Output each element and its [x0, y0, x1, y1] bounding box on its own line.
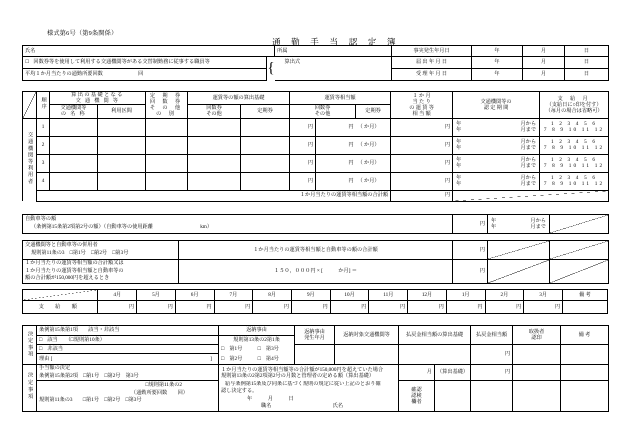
- verification-cell-4[interactable]: [561, 381, 609, 412]
- month-header-9: 9月: [292, 290, 331, 301]
- main-fare-table: [22, 91, 609, 202]
- payment-amount-label: 支 給 額: [23, 301, 98, 314]
- order-header: 順序: [37, 92, 50, 119]
- row-pass-basis-2[interactable]: [241, 136, 290, 154]
- fact-date-day[interactable]: 日: [565, 46, 609, 57]
- row-ticket-type-1[interactable]: [146, 118, 188, 136]
- cap-basis-cell: （算出基礎）: [435, 365, 471, 381]
- row-coupon-basis-2[interactable]: [188, 136, 241, 154]
- combined-diag-2: [550, 241, 609, 260]
- cap-refund-amount[interactable]: 円: [471, 365, 513, 381]
- fare-basis-group-header: 運賃等の額の算出基礎: [188, 92, 290, 105]
- row-payment-months-4[interactable]: 1 2 3 4 5 6 7 8 9 10 11 12: [540, 172, 609, 190]
- car-amount-value[interactable]: 円: [453, 215, 488, 234]
- month-header-6: 6月: [175, 290, 214, 301]
- avg-trips-unit: 回: [138, 71, 144, 78]
- row-period-3[interactable]: 年 月から 年 月まで: [453, 154, 540, 172]
- row-pass-equiv-months-3[interactable]: （ か月）: [356, 154, 391, 172]
- row-ticket-type-3[interactable]: [146, 154, 188, 172]
- month-header-3: 3月: [524, 290, 563, 301]
- row-pass-basis-1[interactable]: [241, 118, 290, 136]
- row-coupon-basis-3[interactable]: [188, 154, 241, 172]
- monthly-remarks-header: 備 考: [563, 290, 608, 301]
- allowance-decision-block-2[interactable]: □規則第11条の2 （通勤所要回数 回） 規則第11条の3 □第1号 □第2号 □第3号: [37, 381, 219, 412]
- formula-cell[interactable]: [275, 57, 392, 81]
- monthly-payment-table: [22, 289, 608, 314]
- refund-date-value[interactable]: [295, 345, 335, 365]
- decision-side-label: 決定事項: [23, 326, 37, 365]
- cap-handler-seal[interactable]: [513, 365, 561, 381]
- payment-amount-2[interactable]: 円: [485, 301, 524, 314]
- month-header-4: 4月: [98, 290, 137, 301]
- row-transport-name-4[interactable]: [50, 172, 98, 190]
- row-section-2[interactable]: [98, 136, 146, 154]
- certification-period-header: 交通機関等の 認 定 期 間: [453, 92, 540, 119]
- month-header-12: 12月: [408, 290, 447, 301]
- basis-group-header: 算出の基礎となる 交 通 機 関 等: [50, 92, 146, 105]
- verification-label: 確認 認検 欄者: [399, 381, 435, 412]
- row-order-2: 2: [37, 136, 50, 154]
- submit-date-year[interactable]: 年: [472, 57, 523, 69]
- row-coupon-equiv-2[interactable]: 円: [290, 136, 316, 154]
- cap-value[interactable]: 円: [453, 260, 488, 284]
- month-header-11: 11月: [369, 290, 408, 301]
- refund-reason-options-1[interactable]: □ 第1号 □ 第3号: [219, 345, 295, 354]
- decision-remarks-value[interactable]: [561, 345, 609, 365]
- pass-equiv-header: 定期券: [356, 105, 391, 118]
- fact-date-month[interactable]: 月: [523, 46, 565, 57]
- row-pass-basis-3[interactable]: [241, 154, 290, 172]
- corner-diagonal-cell: [23, 92, 37, 119]
- eligibility-reason[interactable]: 理由 [ ]: [37, 354, 219, 365]
- combined-total-label: １か月当たりの運賃等相当額と自動車等の額の合計額: [179, 241, 453, 260]
- row-period-1[interactable]: 年 月から 年 月まで: [453, 118, 540, 136]
- avg-trips-row[interactable]: [23, 69, 267, 81]
- eligibility-option-eligible[interactable]: □ 該当 （□規則第10条）: [37, 336, 219, 345]
- row-payment-months-3[interactable]: 1 2 3 4 5 6 7 8 9 10 11 12: [540, 154, 609, 172]
- row-pass-equiv-months-2[interactable]: （ か月）: [356, 136, 391, 154]
- cap-formula[interactable]: １５０，０００円 × [ か月] ＝: [179, 260, 453, 284]
- combined-diag-1: [488, 241, 550, 260]
- row-period-2[interactable]: 年 月から 年 月まで: [453, 136, 540, 154]
- row-monthly-3[interactable]: 円: [391, 154, 453, 172]
- refund-amount-header: 払戻金相当額: [471, 326, 513, 345]
- row-section-3[interactable]: [98, 154, 146, 172]
- form-number: 様式第6号（第9条関係）: [47, 30, 118, 37]
- formula-label: 算出式: [284, 59, 301, 65]
- fact-date-label: 事実発生年月日: [392, 46, 472, 57]
- cap-condition-label: １か月当たりの運賃等相当額の合計額又は １か月当たりの運賃等相当額と自動車等の 額の合計額が150,000円を超えるとき: [23, 260, 179, 284]
- refund-reason-options-2[interactable]: □ 第2号 □ 第4号: [219, 354, 295, 365]
- refund-target-value[interactable]: [335, 345, 399, 365]
- month-header-2: 2月: [485, 290, 524, 301]
- coupon-basis-header: 回数券 その他: [188, 105, 241, 118]
- handler-seal-value[interactable]: [513, 345, 561, 365]
- payment-amount-8[interactable]: 円: [253, 301, 292, 314]
- row-transport-name-3[interactable]: [50, 154, 98, 172]
- row-coupon-basis-4[interactable]: [188, 172, 241, 190]
- header-table: [22, 45, 609, 81]
- receipt-date-year[interactable]: 年: [472, 69, 523, 81]
- monthly-total-value[interactable]: 円: [391, 190, 453, 201]
- monthly-remarks-value[interactable]: [563, 301, 608, 314]
- row-coupon-equiv-1[interactable]: 円: [290, 118, 316, 136]
- row-transport-name-2[interactable]: [50, 136, 98, 154]
- decision-remarks-header: 備 考: [561, 326, 609, 345]
- row-payment-months-1[interactable]: 1 2 3 4 5 6 7 8 9 10 11 12: [540, 118, 609, 136]
- row-monthly-2[interactable]: 円: [391, 136, 453, 154]
- cap-month-cell[interactable]: 月: [399, 365, 435, 381]
- verification-cell-1[interactable]: [435, 381, 471, 412]
- eligibility-option-ineligible[interactable]: □ 非該当: [37, 345, 219, 354]
- submit-date-label: 届 出 年 月 日: [392, 57, 472, 69]
- combined-user-label: 交通機関等と自動車等の併用者 規則第11条の3 □第1号 □第2号 □第3号: [23, 241, 179, 260]
- cap-diag-1: [488, 260, 550, 284]
- month-header-8: 8月: [253, 290, 292, 301]
- row-pass-equiv-yen-4[interactable]: 円: [316, 172, 356, 190]
- total-diagonal-cell: [453, 190, 609, 201]
- combined-and-cap-table: [22, 240, 609, 284]
- transport-user-side-label: 交通機関等利用者: [23, 118, 37, 201]
- row-monthly-1[interactable]: 円: [391, 118, 453, 136]
- name-label: 氏名: [23, 46, 275, 57]
- submit-date-month[interactable]: 月: [523, 57, 565, 69]
- shift-worker-checkbox[interactable]: ☐: [25, 60, 30, 66]
- avg-trips-label: 平均１か月当たりの通勤所要回数: [25, 71, 103, 78]
- decision-side-label-2: 決定事項: [23, 365, 37, 412]
- monthly-total-label: １か月当たりの運賃等相当額の合計額: [37, 190, 391, 201]
- refund-reason-subtitle: 規則第13条の2第1条: [219, 336, 295, 345]
- car-diagonal-cell: [550, 215, 609, 234]
- verification-cell-2[interactable]: [471, 381, 513, 412]
- row-ticket-type-2[interactable]: [146, 136, 188, 154]
- payment-amount-10[interactable]: 円: [330, 301, 369, 314]
- payment-amount-7[interactable]: 円: [214, 301, 253, 314]
- submit-date-day[interactable]: 日: [565, 57, 609, 69]
- row-pass-equiv-yen-3[interactable]: 円: [316, 154, 356, 172]
- row-monthly-4[interactable]: 円: [391, 172, 453, 190]
- car-amount-label: 自動車等の額 （条例第15条第2項第2号の額）（自動車等の使用距離 km）: [23, 215, 453, 234]
- affiliation-label: 所属: [275, 46, 392, 57]
- payment-month-header: 支 給 月 （支給日に○印を付す） （毎月の場合は省略可）: [540, 92, 609, 119]
- payment-amount-4[interactable]: 円: [98, 301, 137, 314]
- shift-worker-label: 回数券等を使用して利用する交通機関等がある交替制勤務に従事する職員等: [33, 59, 210, 66]
- row-coupon-basis-1[interactable]: [188, 118, 241, 136]
- row-period-4[interactable]: 年 月から 年 月まで: [453, 172, 540, 190]
- receipt-date-label: 受 理 年 月 日: [392, 69, 472, 81]
- refund-date-header: 返納事由 発生年月: [295, 326, 335, 345]
- section-header: 利用区間: [98, 105, 146, 118]
- coupon-equiv-header: 回数券 その他: [290, 105, 356, 118]
- payment-amount-12[interactable]: 円: [408, 301, 447, 314]
- month-header-5: 5月: [137, 290, 176, 301]
- eligibility-title: 条例第15条第1項 該当・非該当: [37, 326, 219, 336]
- pass-basis-header: 定期券: [241, 105, 290, 118]
- payment-amount-3[interactable]: 円: [524, 301, 563, 314]
- shift-worker-checkbox-row[interactable]: [23, 57, 267, 69]
- row-section-4[interactable]: [98, 172, 146, 190]
- monthly-corner-cell: [23, 290, 98, 301]
- monthly-equivalent-header: １ か 月 当 た り の 運 賃 等 相 当 額: [391, 92, 453, 119]
- fact-date-year[interactable]: 年: [472, 46, 523, 57]
- row-order-1: 1: [37, 118, 50, 136]
- row-pass-equiv-yen-2[interactable]: 円: [316, 136, 356, 154]
- payment-amount-1[interactable]: 円: [446, 301, 485, 314]
- refund-reason-title: 返納事由: [219, 326, 295, 336]
- payment-amount-9[interactable]: 円: [292, 301, 331, 314]
- refund-amount-value[interactable]: 円: [471, 345, 513, 365]
- handler-seal-header: 取扱者 認印: [513, 326, 561, 345]
- row-pass-equiv-months-1[interactable]: （ か月）: [356, 118, 391, 136]
- page-title: 通 勤 手 当 認 定 簿: [272, 37, 400, 47]
- row-transport-name-1[interactable]: [50, 118, 98, 136]
- row-pass-equiv-yen-1[interactable]: 円: [316, 118, 356, 136]
- row-ticket-type-4[interactable]: [146, 172, 188, 190]
- payment-amount-5[interactable]: 円: [137, 301, 176, 314]
- approval-statement: 給与条例第15条及び同条に基づく規則の規定に従い上記のとおり確 認し決定する。 年 月 日 職名 氏名: [219, 381, 399, 412]
- car-allowance-table: [22, 214, 609, 234]
- decision-table: [22, 325, 609, 412]
- transport-name-header: 交通機関等 の 名 称: [50, 105, 98, 118]
- row-section-1[interactable]: [98, 118, 146, 136]
- payment-amount-11[interactable]: 円: [369, 301, 408, 314]
- payment-amount-6[interactable]: 円: [175, 301, 214, 314]
- formula-brace-left: {: [267, 60, 275, 77]
- cap-remarks[interactable]: [561, 365, 609, 381]
- row-pass-basis-4[interactable]: [241, 172, 290, 190]
- row-payment-months-2[interactable]: 1 2 3 4 5 6 7 8 9 10 11 12: [540, 136, 609, 154]
- row-order-4: 4: [37, 172, 50, 190]
- row-order-3: 3: [37, 154, 50, 172]
- row-coupon-equiv-3[interactable]: 円: [290, 154, 316, 172]
- ticket-type-header: 定 期 券 回 数 券 そ の 他 の 別: [146, 92, 188, 119]
- refund-basis-header: 払戻金相当額の算出基礎: [399, 326, 471, 345]
- month-header-7: 7月: [214, 290, 253, 301]
- combined-total-value[interactable]: 円: [453, 241, 488, 260]
- cap-diag-2: [550, 260, 609, 284]
- car-period[interactable]: 年 月から 年 月まで: [488, 215, 550, 234]
- row-pass-equiv-months-4[interactable]: （ か月）: [356, 172, 391, 190]
- receipt-date-day[interactable]: 日: [565, 69, 609, 81]
- verification-cell-3[interactable]: [513, 381, 561, 412]
- allowance-decision-block[interactable]: 手当額の決定 条例第15条第2項 □第1号 □第2号 第3号: [37, 365, 219, 381]
- refund-basis-value[interactable]: [399, 345, 471, 365]
- fare-equivalent-group-header: 運賃等相当額: [290, 92, 391, 105]
- receipt-date-month[interactable]: 月: [523, 69, 565, 81]
- cap-note-line: １か月当たりの運賃等相当額等の合計額が150,000円を超えていた場合 規則第13条の2第2項第2号の月数と管理者の定める額（算出基礎）: [219, 365, 399, 381]
- row-coupon-equiv-4[interactable]: 円: [290, 172, 316, 190]
- month-header-1: 1月: [446, 290, 485, 301]
- refund-target-header: 返納対象交通機関等: [335, 326, 399, 345]
- month-header-10: 10月: [330, 290, 369, 301]
